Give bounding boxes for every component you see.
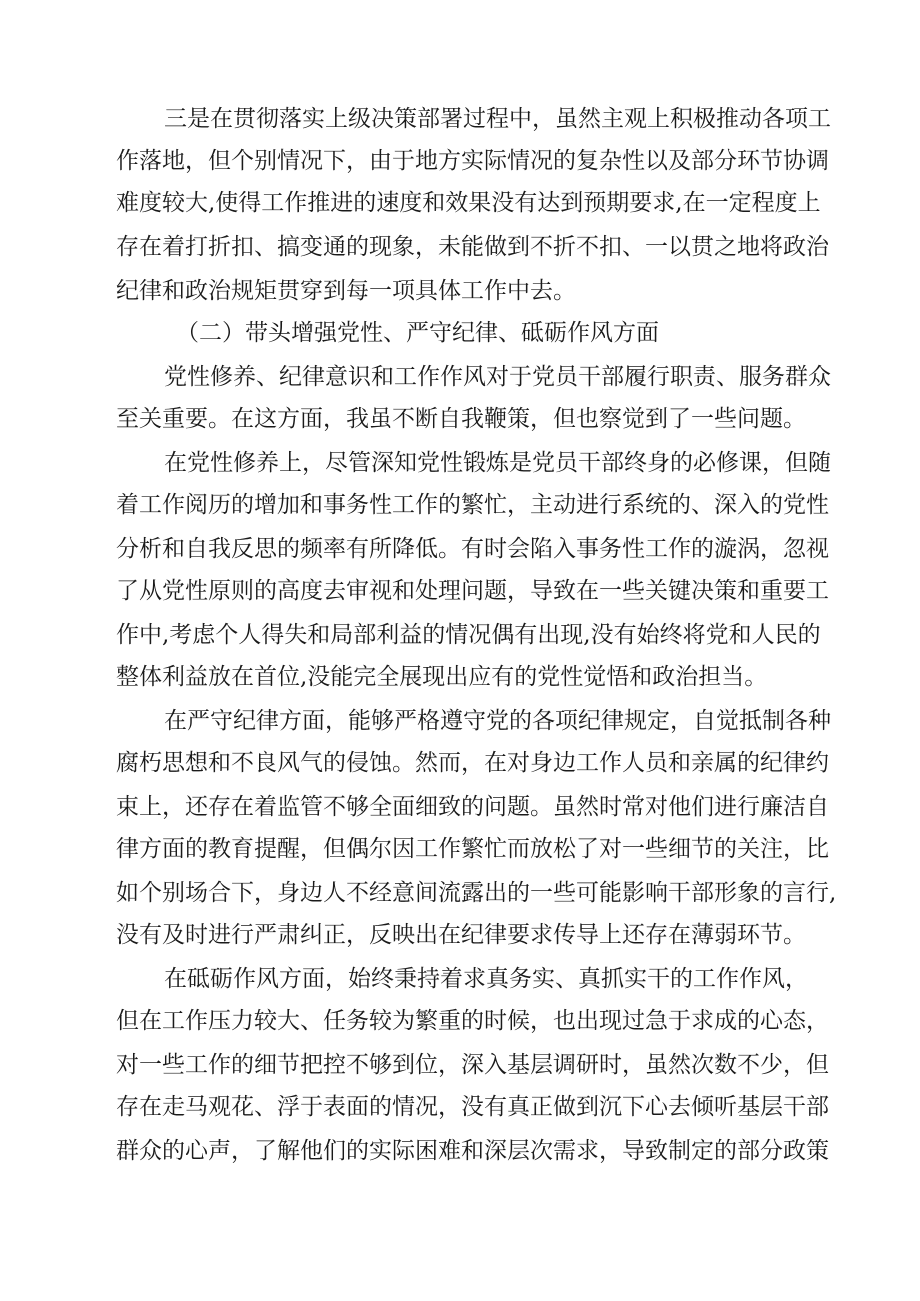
text-line: 如个别场合下，身边人不经意间流露出的一些可能影响干部形象的言行, (116, 880, 837, 906)
text-line: 群众的心声，了解他们的实际困难和深层次需求，导致制定的部分政策 (116, 1138, 829, 1164)
text-line: 难度较大,使得工作推进的速度和效果没有达到预期要求,在一定程度上 (116, 190, 821, 216)
section-heading: （二）带头增强党性、严守纪律、砥砺作风方面 (176, 320, 659, 346)
text-line: 束上，还存在着监管不够全面细致的问题。虽然时常对他们进行廉洁自 (116, 794, 829, 820)
text-line: 纪律和政治规矩贯穿到每一项具体工作中去。 (116, 278, 576, 304)
text-line: 在严守纪律方面，能够严格遵守党的各项纪律规定，自觉抵制各种 (164, 708, 831, 734)
text-line: 至关重要。在这方面，我虽不断自我鞭策，但也察觉到了一些问题。 (116, 406, 806, 432)
text-line: 着工作阅历的增加和事务性工作的繁忙，主动进行系统的、深入的党性 (116, 492, 829, 518)
text-line: 在砥砺作风方面，始终秉持着求真务实、真抓实干的工作作风， (164, 966, 808, 992)
text-line: 分析和自我反思的频率有所降低。有时会陷入事务性工作的漩涡，忽视 (116, 536, 829, 562)
text-line: 没有及时进行严肃纠正，反映出在纪律要求传导上还存在薄弱环节。 (116, 922, 806, 948)
text-line: 在党性修养上，尽管深知党性锻炼是党员干部终身的必修课，但随 (164, 450, 831, 476)
text-line: 党性修养、纪律意识和工作作风对于党员干部履行职责、服务群众 (164, 364, 831, 390)
text-line: 作中,考虑个人得失和局部利益的情况偶有出现,没有始终将党和人民的 (116, 622, 821, 648)
text-line: 整体利益放在首位,没能完全展现出应有的党性觉悟和政治担当。 (116, 664, 768, 690)
text-line: 对一些工作的细节把控不够到位，深入基层调研时，虽然次数不少，但 (116, 1052, 829, 1078)
text-line: 存在走马观花、浮于表面的情况，没有真正做到沉下心去倾听基层干部 (116, 1094, 829, 1120)
text-line: 作落地，但个别情况下，由于地方实际情况的复杂性以及部分环节协调 (116, 148, 829, 174)
text-line: 存在着打折扣、搞变通的现象，未能做到不折不扣、一以贯之地将政治 (116, 234, 829, 260)
text-line: 了从党性原则的高度去审视和处理问题，导致在一些关键决策和重要工 (116, 578, 829, 604)
text-line: 三是在贯彻落实上级决策部署过程中，虽然主观上积极推动各项工 (164, 106, 831, 132)
text-line: 律方面的教育提醒，但偶尔因工作繁忙而放松了对一些细节的关注，比 (116, 836, 829, 862)
text-line: 腐朽思想和不良风气的侵蚀。然而，在对身边工作人员和亲属的纪律约 (116, 750, 829, 776)
text-line: 但在工作压力较大、任务较为繁重的时候，也出现过急于求成的心态， (116, 1008, 829, 1034)
